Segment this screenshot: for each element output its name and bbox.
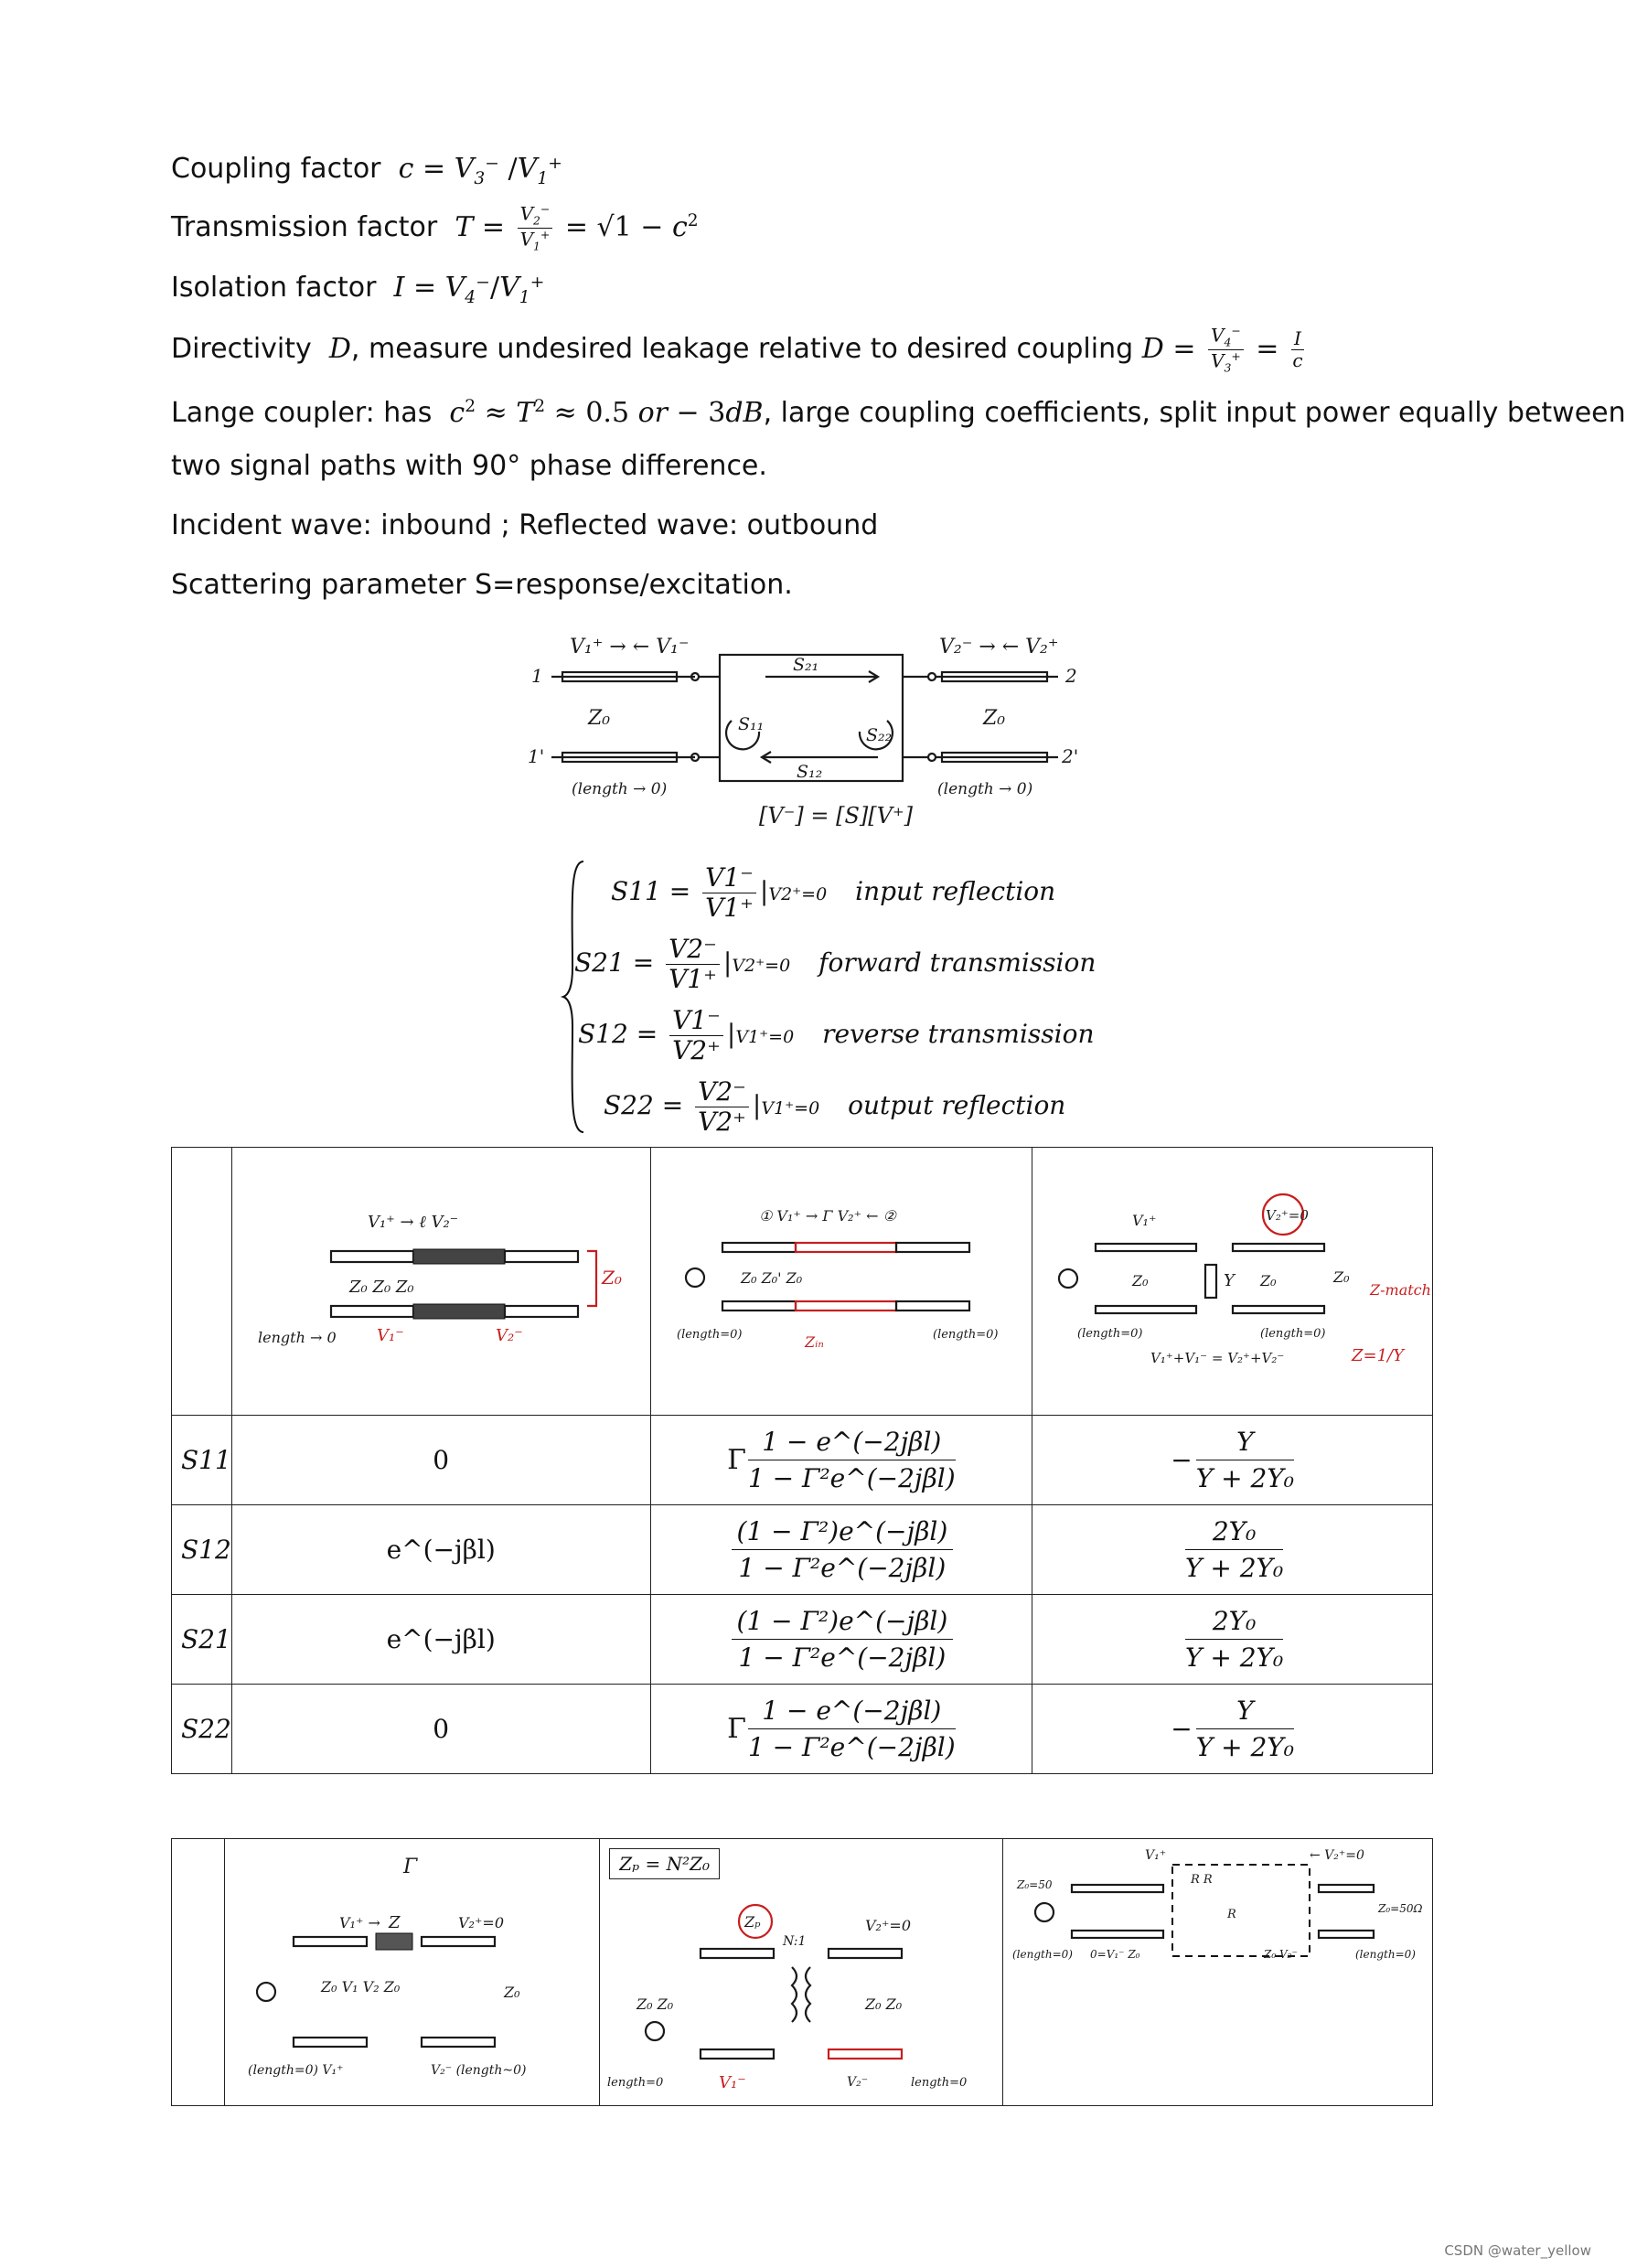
- brace-icon: [560, 858, 587, 1137]
- table2-sketch-attenuator: [1003, 1839, 1433, 2106]
- transmission-factor-line: Transmission factor T = $\frac{V_2^-}{V_1^+}$ = $√1 - c^2$: [171, 202, 699, 253]
- row-label: S11: [172, 1416, 232, 1505]
- table2-sketch-transformer: [600, 1839, 1003, 2106]
- svg-text:Z₀: Z₀: [602, 1266, 623, 1289]
- svg-text:Zₚ: Zₚ: [744, 1913, 761, 1931]
- svg-text:(length=0): (length=0): [676, 1327, 743, 1342]
- lange-coupler-line-2: two signal paths with 90° phase difference.: [171, 450, 767, 482]
- svg-text:Z₀: Z₀: [983, 707, 1006, 730]
- shunt-admittance-value: − $\frac{Y}{\text{Y + 2Y₀}}$: [1032, 1685, 1433, 1774]
- svg-text:(length=0): (length=0): [1354, 1948, 1416, 1961]
- svg-text:0=V₁⁻ Z₀: 0=V₁⁻ Z₀: [1089, 1948, 1140, 1961]
- svg-text:V₂⁻ → ← V₂⁺: V₂⁻ → ← V₂⁺: [939, 636, 1059, 658]
- scattering-parameter-line: Scattering parameter S=response/excitation.: [171, 569, 793, 601]
- svg-text:2': 2': [1062, 745, 1079, 767]
- coupling-factor-line: Coupling factor $c = V_3^-$ $/V_1^+$: [171, 153, 563, 188]
- svg-text:V₂⁻ (length~0): V₂⁻ (length~0): [430, 2063, 527, 2078]
- matrix-caption: [V⁻] = [S][V⁺]: [759, 803, 913, 829]
- svg-text:R R: R R: [1190, 1873, 1213, 1887]
- lange-coupler-line: Lange coupler: has $c^2 \approx T^2 \approx 0.5$ or − 3dB, large coupling coefficients, split input power equally between: [171, 397, 1626, 429]
- s12-definition: S12 = $\frac{V1^-}{V2^+}$ |V1⁺=0 reverse transmission: [578, 1005, 1095, 1066]
- svg-text:S₁₂: S₁₂: [797, 762, 823, 782]
- svg-text:2: 2: [1065, 665, 1077, 687]
- s11-definition: S11 = $\frac{V1^-}{V1^+}$ |V2⁺=0 input reflection: [611, 862, 1056, 924]
- lossless-line-value: e^(−jβl): [231, 1595, 650, 1685]
- two-port-network-figure: [526, 629, 1084, 835]
- lossless-line-value: e^(−jβl): [231, 1505, 650, 1595]
- lossless-line-value: 0: [231, 1685, 650, 1774]
- circuit-sketch-table: [171, 1838, 1433, 2106]
- shunt-admittance-value: $\frac{\text{2Y₀}}{\text{Y + 2Y₀}}$: [1032, 1595, 1433, 1685]
- svg-text:V₁⁻: V₁⁻: [719, 2073, 746, 2092]
- s-parameter-table: [171, 1147, 1433, 1774]
- svg-text:(length=0): (length=0): [1259, 1326, 1326, 1341]
- length-label-left: (length → 0): [572, 780, 668, 798]
- table-row: [172, 1685, 1433, 1774]
- table-row: [172, 1505, 1433, 1595]
- svg-text:V₂⁻: V₂⁻: [847, 2075, 869, 2090]
- svg-text:Z: Z: [388, 1913, 401, 1932]
- svg-text:(length=0): (length=0): [932, 1327, 999, 1342]
- svg-text:Γ: Γ: [402, 1856, 418, 1878]
- svg-text:length=0: length=0: [607, 2076, 664, 2090]
- svg-text:Zᵢₙ: Zᵢₙ: [804, 1332, 824, 1351]
- table1-corner-cell: [172, 1148, 232, 1416]
- mismatched-line-value: $\frac{\text{(1 − Γ²)e\textasciicircum{}(−jβl)}}{\text{1 − Γ²e\textasciicircum{}(−2jβl)}}$: [650, 1595, 1032, 1685]
- mismatched-line-value: Γ $\frac{\text{1 − e\textasciicircum{}(−2jβl)}}{\text{1 − Γ²e\textasciicircum{}(−2jβl)}}$: [650, 1685, 1032, 1774]
- svg-text:Z₀=50Ω: Z₀=50Ω: [1377, 1902, 1423, 1915]
- sketch-mismatched-line: [658, 1201, 1024, 1356]
- svg-text:V₁⁺: V₁⁺: [1131, 1211, 1157, 1229]
- svg-text:V₂⁻: V₂⁻: [496, 1325, 523, 1345]
- svg-text:Z₀ Z₀ Z₀: Z₀ Z₀ Z₀: [349, 1277, 414, 1297]
- svg-text:V₂⁺=0: V₂⁺=0: [865, 1917, 912, 1934]
- svg-text:Z₀ V₂⁻: Z₀ V₂⁻: [1263, 1948, 1298, 1961]
- svg-text:Z₀ Z₀: Z₀ Z₀: [865, 1995, 903, 2013]
- svg-text:Z₀=50: Z₀=50: [1016, 1878, 1053, 1891]
- svg-text:length=0: length=0: [911, 2076, 968, 2090]
- sketch-transformer: [600, 1894, 1002, 2095]
- svg-text:Z₀: Z₀: [1259, 1271, 1277, 1289]
- svg-text:S₂₁: S₂₁: [793, 655, 819, 675]
- svg-text:(length=0): (length=0): [1011, 1948, 1073, 1961]
- svg-text:← V₂⁺=0: ← V₂⁺=0: [1309, 1848, 1364, 1863]
- svg-text:V₁⁺ → ← V₁⁻: V₁⁺ → ← V₁⁻: [570, 636, 690, 658]
- svg-text:Z₀: Z₀: [1131, 1271, 1149, 1289]
- sketch-matched-line: [240, 1205, 642, 1352]
- svg-text:V₁⁺: V₁⁺: [1144, 1848, 1166, 1863]
- svg-text:(length=0) V₁⁺: (length=0) V₁⁺: [247, 2063, 344, 2078]
- svg-text:V₁⁻: V₁⁻: [377, 1325, 404, 1345]
- svg-text:R: R: [1226, 1908, 1236, 1921]
- sketch-shunt-admittance: [1041, 1187, 1431, 1370]
- table-row: [172, 1416, 1433, 1505]
- svg-text:N:1: N:1: [783, 1934, 807, 1949]
- svg-text:V₁⁺+V₁⁻ = V₂⁺+V₂⁻: V₁⁺+V₁⁻ = V₂⁺+V₂⁻: [1150, 1349, 1284, 1366]
- svg-text:Y: Y: [1223, 1270, 1235, 1290]
- sketch-attenuator: [1008, 1839, 1428, 1976]
- table-row: [172, 1595, 1433, 1685]
- svg-text:Z₀ Z₀' Z₀: Z₀ Z₀' Z₀: [740, 1268, 803, 1287]
- s22-definition: S22 = $\frac{V2^-}{V2^+}$ |V1⁺=0 output reflection: [604, 1076, 1066, 1138]
- table1-sketch-mismatched-line: [650, 1148, 1032, 1416]
- svg-text:① V₁⁺ → Γ V₂⁺ ← ②: ① V₁⁺ → Γ V₂⁺ ← ②: [758, 1206, 896, 1225]
- svg-text:1': 1': [528, 745, 545, 767]
- svg-text:1: 1: [531, 665, 543, 687]
- row-label: S22: [172, 1685, 232, 1774]
- svg-text:length → 0: length → 0: [258, 1328, 337, 1346]
- svg-text:Z=1/Y: Z=1/Y: [1351, 1345, 1404, 1365]
- directivity-line: Directivity D, measure undesired leakage relative to desired coupling D = $\frac{V_4^-}{V_3^+}$ = $\frac{I}{c}$: [171, 324, 1303, 375]
- svg-text:Z₀: Z₀: [588, 707, 611, 730]
- s21-definition: S21 = $\frac{V2^-}{V1^+}$ |V2⁺=0 forward transmission: [574, 934, 1096, 995]
- table1-sketch-shunt-admittance: [1032, 1148, 1433, 1416]
- length-label-right: (length → 0): [937, 780, 1033, 798]
- zp-formula-box: Zₚ = N²Z₀: [609, 1848, 720, 1879]
- table2-corner-cell: [172, 1839, 225, 2106]
- watermark: CSDN @water_yellow: [1444, 2242, 1591, 2259]
- incident-wave-line: Incident wave: inbound ; Reflected wave: outbound: [171, 509, 879, 541]
- isolation-factor-line: Isolation factor $I = V_4^-/V_1^+$: [171, 272, 545, 307]
- svg-text:Z-match: Z-match: [1369, 1280, 1431, 1299]
- row-label: S21: [172, 1595, 232, 1685]
- mismatched-line-value: Γ $\frac{\text{1 − e\textasciicircum{}(−2jβl)}}{\text{1 − Γ²e\textasciicircum{}(−2jβl)}}$: [650, 1416, 1032, 1505]
- svg-text:Z₀ Z₀: Z₀ Z₀: [636, 1995, 674, 2013]
- svg-text:V₁⁺ →: V₁⁺ →: [338, 1914, 380, 1931]
- shunt-admittance-value: − $\frac{Y}{\text{Y + 2Y₀}}$: [1032, 1416, 1433, 1505]
- sketch-series-impedance: [230, 1845, 595, 2092]
- lossless-line-value: 0: [231, 1416, 650, 1505]
- row-label: S12: [172, 1505, 232, 1595]
- table2-sketch-series-impedance: [225, 1839, 600, 2106]
- svg-text:V₁⁺ → ℓ V₂⁻: V₁⁺ → ℓ V₂⁻: [368, 1212, 459, 1232]
- svg-text:V₂⁺=0: V₂⁺=0: [1265, 1206, 1309, 1224]
- svg-text:S₂₂: S₂₂: [866, 725, 893, 745]
- svg-text:Z₀: Z₀: [1332, 1268, 1350, 1286]
- svg-text:V₂⁺=0: V₂⁺=0: [457, 1914, 504, 1931]
- mismatched-line-value: $\frac{\text{(1 − Γ²)e\textasciicircum{}(−jβl)}}{\text{1 − Γ²e\textasciicircum{}(−2jβl)}}$: [650, 1505, 1032, 1595]
- table1-sketch-lossless-line: [231, 1148, 650, 1416]
- svg-text:S₁₁: S₁₁: [738, 714, 765, 734]
- svg-text:Z₀ V₁ V₂ Z₀: Z₀ V₁ V₂ Z₀: [320, 1978, 401, 1995]
- shunt-admittance-value: $\frac{\text{2Y₀}}{\text{Y + 2Y₀}}$: [1032, 1505, 1433, 1595]
- svg-text:(length=0): (length=0): [1076, 1326, 1143, 1341]
- svg-text:Z₀: Z₀: [503, 1984, 520, 2001]
